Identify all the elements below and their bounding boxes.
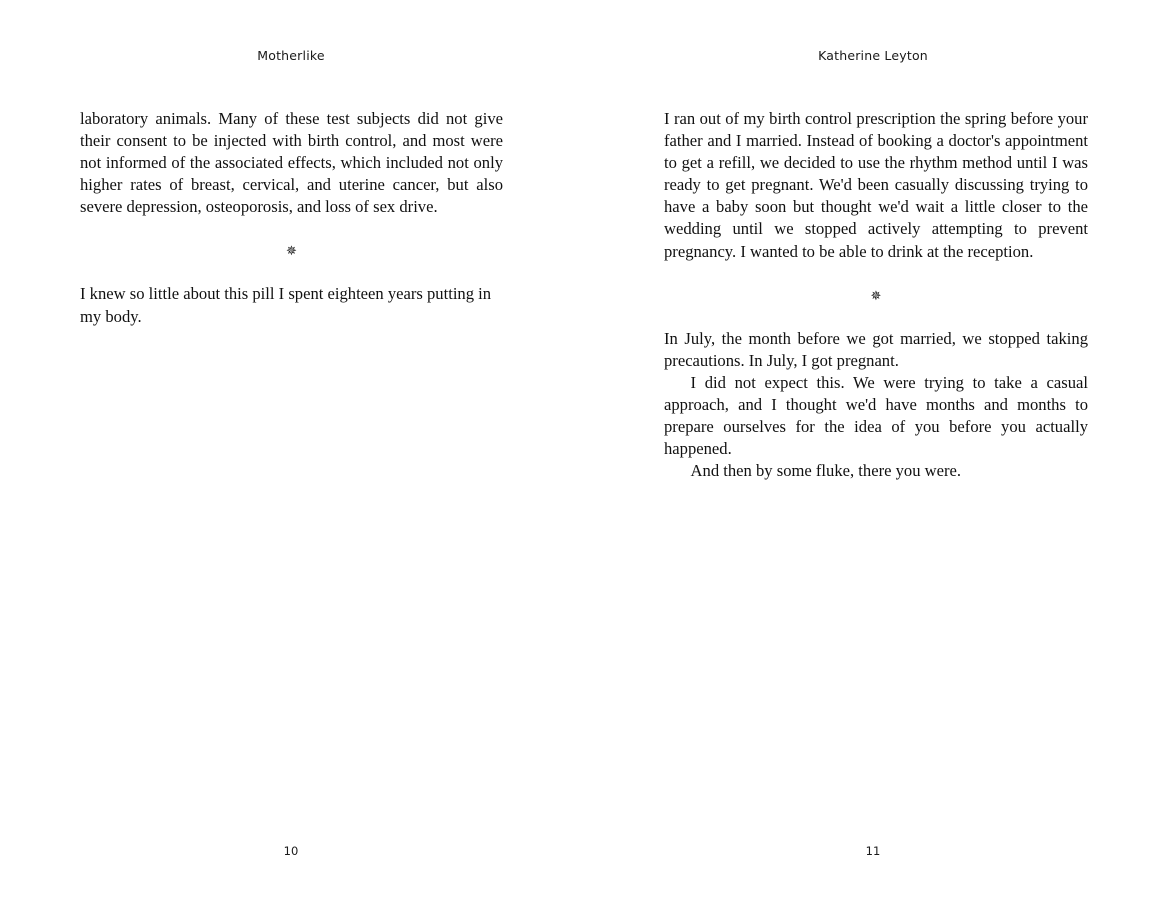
- paragraph: I ran out of my birth control prescription the spring before your father and I married. Instead of booking a doctor's appointment to get a refill, we decided to use the rhythm method until I was ready to get pregnant. We'd been casually discussing trying to have a baby soon but thought we'd wait a little closer to the wedding until we stopped actively attempting to prevent pregnancy. I wanted to be able to drink at the reception.: [664, 109, 1088, 261]
- page-right: [582, 0, 1164, 900]
- spacer: [664, 263, 1088, 289]
- paragraph: I did not expect this. We were trying to take a casual approach, and I thought we'd have months and months to prepare ourselves for the idea of you before you actually happened.: [664, 372, 1088, 459]
- running-head-right: Katherine Leyton: [818, 48, 928, 63]
- paragraph: And then by some fluke, there you were.: [690, 461, 962, 481]
- section-ornament-icon: ✵: [286, 243, 297, 259]
- spacer: [664, 302, 1088, 328]
- spacer: [80, 218, 503, 244]
- page-number-left: 10: [283, 844, 299, 858]
- paragraph: laboratory animals. Many of these test subjects did not give their consent to be injected with birth control, and most were not informed of the associated effects, which included not only higher rates of breast, cervical, and uterine cancer, but also severe depression, osteoporosis, and loss of sex drive.: [80, 109, 503, 217]
- running-head-left: Motherlike: [257, 48, 325, 63]
- section-ornament-icon: ✵: [870, 287, 882, 303]
- page-number-right: 11: [865, 844, 881, 858]
- paragraph: I knew so little about this pill I spent eighteen years putting in my body.: [80, 284, 492, 326]
- body-text-right: [664, 108, 1088, 482]
- body-text-left: [80, 108, 503, 328]
- paragraph: In July, the month before we got married, we stopped taking precautions. In July, I got pregnant.: [664, 328, 1088, 370]
- page-left: [0, 0, 582, 900]
- spacer: [80, 257, 503, 283]
